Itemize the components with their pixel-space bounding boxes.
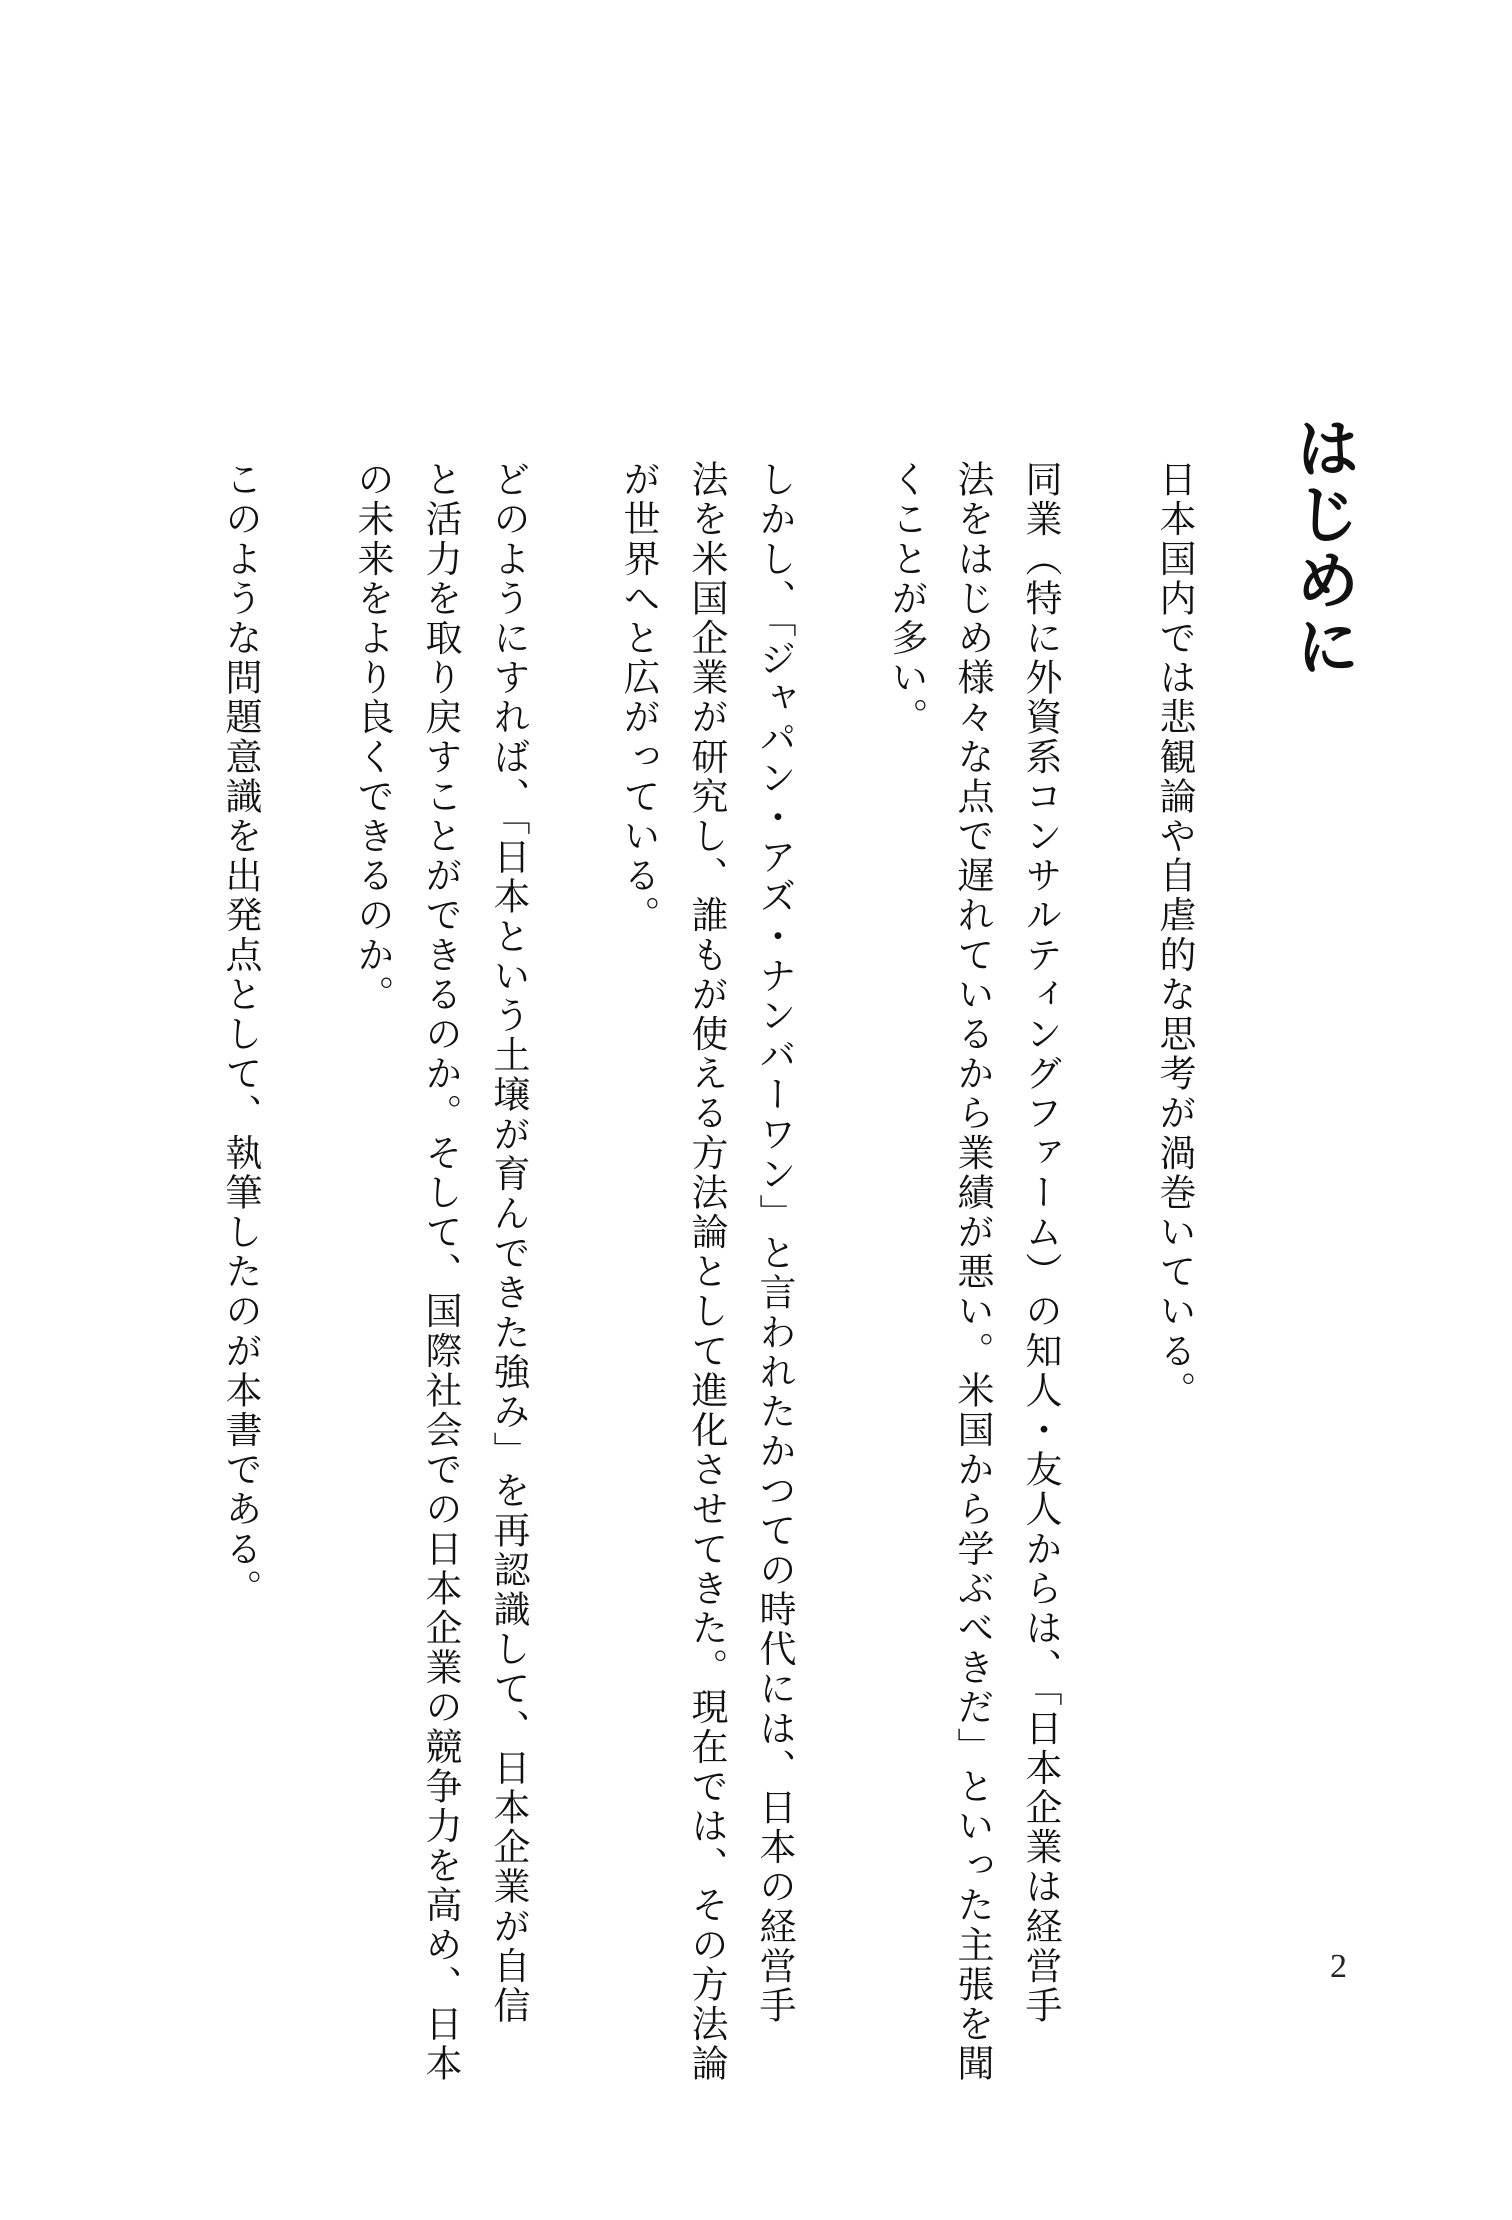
text-line: 日本国内では悲観論や自虐的な思考が渦巻いている。 — [1153, 460, 1196, 1411]
page-number: 2 — [1330, 1948, 1347, 1985]
text-line: どのようにすれば、「日本という土壌が育んできた強み」を再認識して、日本企業が自信 — [487, 460, 530, 2026]
text-line: が世界へと広がっている。 — [617, 460, 660, 936]
text-line: 法をはじめ様々な点で遅れているから業績が悪い。米国から学ぶべきだ」といった主張を聞 — [951, 460, 994, 2084]
text-line: の未来をより良くできるのか。 — [351, 460, 394, 1015]
text-line: 法を米国企業が研究し、誰もが使える方法論として進化させてきた。現在では、その方法論 — [685, 460, 728, 2084]
text-line: くことが多い。 — [885, 460, 928, 738]
text-line: と活力を取り戻すことができるのか。そして、国際社会での日本企業の競争力を高め、日本 — [419, 460, 462, 2084]
chapter-title: はじめに — [1285, 415, 1360, 679]
text-line: このような問題意識を出発点として、執筆したのが本書である。 — [219, 460, 262, 1609]
text-line: 同業（特に外資系コンサルティングファーム）の知人・友人からは、「日本企業は経営手 — [1019, 460, 1062, 2026]
text-line: しかし、「ジャパン・アズ・ナンバーワン」と言われたかつての時代には、日本の経営手 — [753, 460, 796, 2026]
